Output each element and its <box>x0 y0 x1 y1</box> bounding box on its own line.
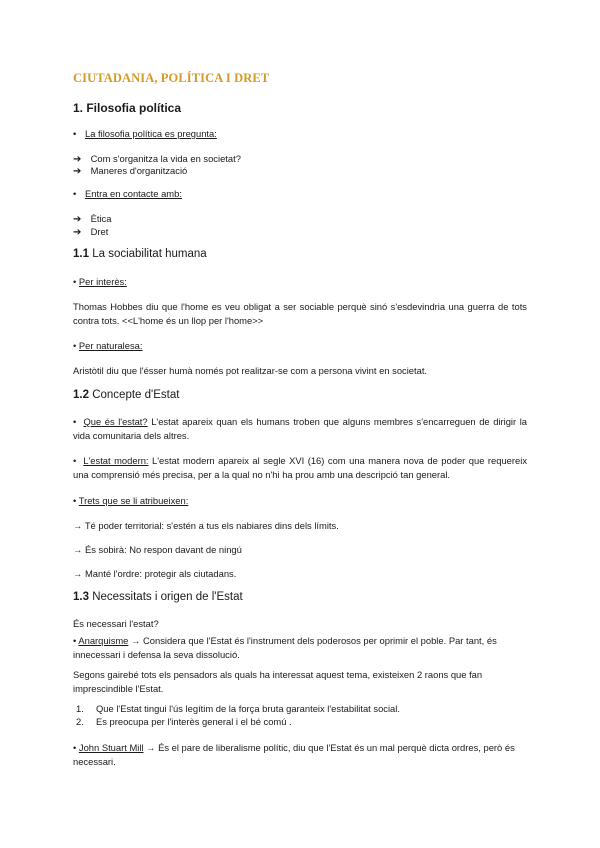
section-1-heading: 1. Filosofia política <box>73 101 182 115</box>
list-item: ➔ Dret <box>73 226 109 238</box>
list-item: → Té poder territorial: s'estén a tus els nabiares dins dels límits. <box>73 520 339 531</box>
list-item: → És sobirà: No respon davant de ningú <box>73 544 242 555</box>
section-1-2-heading: 1.2 Concepte d'Estat <box>73 389 180 401</box>
numbered-item: 1. Que l'Estat tingui l'ús legítim de la força bruta garanteix l'estabilitat social. <box>76 703 400 714</box>
section-1-3-heading: 1.3 Necessitats i origen de l'Estat <box>73 591 243 603</box>
bullet-contact-label: • Entra en contacte amb: <box>73 188 182 199</box>
right-arrow-icon: → <box>73 568 83 579</box>
que-es-estat-paragraph: • Que és l'estat? L'estat apareix quan els humans troben que alguns membres s'encarreguen de dirigir la vida comunitaria dels altres. <box>73 416 527 441</box>
bullet-question-label: • La filosofia política es pregunta: <box>73 128 217 139</box>
hobbes-paragraph: Thomas Hobbes diu que l'home es veu obligat a ser sociable perquè sinó s'esdevindria una guerra de tots contra tots. <<L'home és un llop per l'home>> <box>73 301 527 326</box>
per-interes-label: • Per interès: <box>73 276 127 287</box>
section-1-1-heading: 1.1 La sociabilitat humana <box>73 248 207 260</box>
arrow-icon: ➔ <box>73 214 82 225</box>
arrow-icon: ➔ <box>73 154 82 165</box>
mill-paragraph: • John Stuart Mill → És el pare de liberalisme polític, diu que l'Estat és un mal perquè dicta ordres, però és necessari. <box>73 742 515 767</box>
list-item: ➔ Ètica <box>73 213 112 225</box>
list-item: ➔ Maneres d'organització <box>73 165 188 177</box>
right-arrow-icon: → <box>146 742 156 753</box>
arrow-icon: ➔ <box>73 166 82 177</box>
right-arrow-icon: → <box>131 635 141 646</box>
trets-label: • Trets que se li atribueixen: <box>73 495 189 506</box>
document-title: CIUTADANIA, POLÍTICA I DRET <box>73 71 270 85</box>
aristotil-paragraph: Aristòtil diu que l'ésser humà només pot realitzar-se com a persona vivint en societat. <box>73 365 428 376</box>
estat-modern-paragraph: • L'estat modern: L'estat modern apareix al segle XVI (16) com una manera nova de poder que requereix una comprensió més precisa, per a la qual no n'hi ha prou amb una descripció tan general. <box>73 455 528 480</box>
anarquisme-paragraph: • Anarquisme → Considera que l'Estat és l'instrument dels poderosos per oprimir el poble. Par tant, és innecessari i defensa la seva dissolució. <box>73 635 497 660</box>
list-item: → Manté l'ordre: protegir als ciutadans. <box>73 568 237 579</box>
list-item: ➔ Com s'organitza la vida en societat? <box>73 153 241 165</box>
numbered-item: 2. Es preocupa per l'interès general i el bé comú . <box>76 716 292 727</box>
arrow-icon: ➔ <box>73 227 82 238</box>
right-arrow-icon: → <box>73 520 83 531</box>
per-naturalesa-label: • Per naturalesa: <box>73 340 143 351</box>
right-arrow-icon: → <box>73 544 83 555</box>
segons-paragraph: Segons gairebé tots els pensadors als quals ha interessat aquest tema, existeixen 2 raons que fan imprescindible l'Estat. <box>73 669 483 694</box>
question-line: És necessari l'estat? <box>73 618 159 629</box>
bullet-icon: • <box>73 188 77 199</box>
bullet-icon: • <box>73 128 77 139</box>
